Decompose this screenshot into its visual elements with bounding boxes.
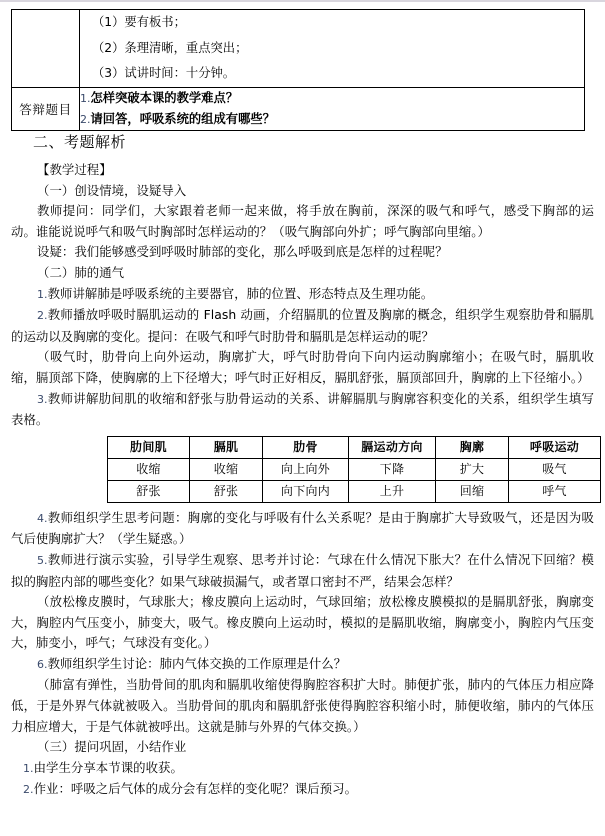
page-top-rule [0,0,605,2]
requirement-line: （3）试讲时间：十分钟。 [92,66,236,80]
table-cell: 回缩 [436,480,509,502]
list-number: 2. [23,783,34,797]
paragraph-step-5 [11,550,594,592]
table-header-row [108,436,601,458]
paragraph-text: 作业：呼吸之后气体的成分会有怎样的变化呢？课后预习。 [33,781,358,797]
column-header-rib: 肋骨 [263,436,349,458]
paragraph-summary-2 [11,779,594,801]
paragraph-step-6-answer: （肺富有弹性，当肋骨间的肌肉和膈肌收缩使得胸腔容积扩大时。肺便扩张，肺内的气体压力相应降低，于是外界气体就被吸入。当肋骨间的肌肉和膈肌舒张使得胸腔容积缩小时，肺便收缩，肺内的气体压力相应增大，于是气体就被呼出。这就是肺与外界的气体交换。） [11,677,594,734]
debate-item [80,88,584,109]
table-cell: 舒张 [108,480,190,502]
paragraph-teacher-question: 教师提问：同学们，大家跟着老师一起来做，将手放在胸前，深深的吸气和呼气，感受下胸部的运动。谁能说说呼气和吸气时胸部时怎样运动的？（吸气胸部向外扩；呼气胸部向里缩。） [11,203,594,239]
paragraph-text: 由学生分享本节课的收获。 [33,759,183,775]
table-row [108,480,601,502]
table-cell: 吸气 [509,458,601,480]
table-cell: 向上向外 [263,458,349,480]
list-number: 2. [37,309,48,323]
part-three-title: （三）提问巩固，小结作业 [37,739,187,755]
requirements-body-cell [80,10,585,88]
debate-body-cell [80,87,585,130]
paragraph-step-5-answer: （放松橡皮膜时，气球胀大；橡皮膜向上运动时，气球回缩；放松橡皮膜模拟的是膈肌舒张，胸廓变大，胸腔内气压变小，肺变大，吸气。橡皮膜向上运动时，模拟的是膈肌收缩，胸廓变小，胸腔内气压变大，肺变小，呼气；气球没有变化。） [11,594,594,651]
paragraph-text: 教师组织学生思考问题：胸廓的变化与呼吸有什么关系呢？是由于胸廓扩大导致吸气，还是因为吸气后使胸廓扩大？（学生疑惑。） [11,509,594,547]
debate-label-cell: 答辩题目 [12,87,80,130]
teaching-process-label: 【教学过程】 [37,162,112,177]
column-header-breathing-movement: 呼吸运动 [509,436,601,458]
paragraph-summary-1 [11,758,594,780]
document-body [11,160,594,801]
breathing-mechanics-table [107,436,601,503]
column-header-thorax: 胸廓 [436,436,509,458]
list-number: 5. [37,553,48,567]
paragraph-text: 教师播放呼吸时膈肌运动的 Flash 动画，介绍膈肌的位置及胸廓的概念，组织学生观察肋骨和膈肌的运动以及胸廓的变化。提问：在吸气和呼气时肋骨和膈肌是怎样运动的呢？ [11,307,594,344]
paragraph-text: 教师讲解肺是呼吸系统的主要器官，肺的位置、形态特点及生理功能。 [47,285,434,301]
table-cell: 下降 [349,458,436,480]
list-number: 1. [37,287,48,301]
requirements-label-cell [12,10,80,88]
paragraph-step-2-answer: （吸气时，肋骨向上向外运动，胸廓扩大，呼气时肋骨向下向内运动胸廓缩小；在吸气时，膈肌收缩，膈顶部下降，使胸廓的上下径增大；呼气时正好相反，膈肌舒张，膈顶部回升，胸廓的上下径缩小。） [11,349,594,385]
debate-item-text: 怎样突破本课的教学难点？ [90,90,239,105]
table-cell: 收缩 [108,458,190,480]
list-number: 6. [37,657,48,671]
paragraph-step-2 [11,305,594,347]
list-number: 2. [80,112,91,126]
list-number: 3. [37,392,48,406]
page-title: 二、考题解析 [33,133,127,151]
table-cell: 收缩 [190,458,263,480]
column-header-diaphragm-direction: 膈运动方向 [349,436,436,458]
requirement-line: （2）条理清晰，重点突出； [92,40,248,55]
table-cell: 向下向内 [263,480,349,502]
column-header-intercostal-muscle: 肋间肌 [108,436,190,458]
list-number: 1. [80,91,91,105]
requirement-line: （1）要有板书； [92,15,186,29]
debate-item-text: 请回答，呼吸系统的组成有哪些？ [90,111,275,126]
paragraph-text: 教师进行演示实验，引导学生观察、思考并讨论：气球在什么情况下胀大？在什么情况下回缩？模拟的胸腔内部的哪些变化？如果气球破损漏气，或者罩口密封不严，结果会怎样？ [11,551,594,589]
table-row [12,10,585,88]
table-cell: 舒张 [190,480,263,502]
paragraph-text: 教师讲解肋间肌的收缩和舒张与肋骨运动的关系、讲解膈肌与胸廓容积变化的关系，组织学生填写表格。 [11,390,594,428]
paragraph-step-3 [11,389,594,431]
part-two-title: （二）肺的通气 [37,264,125,280]
exam-requirements-table [11,9,585,131]
part-one-title: （一）创设情境，设疑导入 [37,182,187,198]
paragraph-step-1 [11,284,594,306]
paragraph-step-6 [11,654,594,676]
list-number: 1. [23,761,34,775]
table-cell: 呼气 [509,480,601,502]
debate-item [80,109,584,130]
paragraph-text: 教师组织学生讨论：肺内气体交换的工作原理是什么？ [47,655,347,671]
paragraph-doubt: 设疑：我们能够感受到呼吸时肺部的变化，那么呼吸到底是怎样的过程呢？ [37,244,448,260]
column-header-diaphragm: 膈肌 [190,436,263,458]
table-cell: 扩大 [436,458,509,480]
table-row [108,458,601,480]
paragraph-step-4 [11,508,594,550]
list-number: 4. [37,511,48,525]
table-row [12,87,585,130]
table-cell: 上升 [349,480,436,502]
